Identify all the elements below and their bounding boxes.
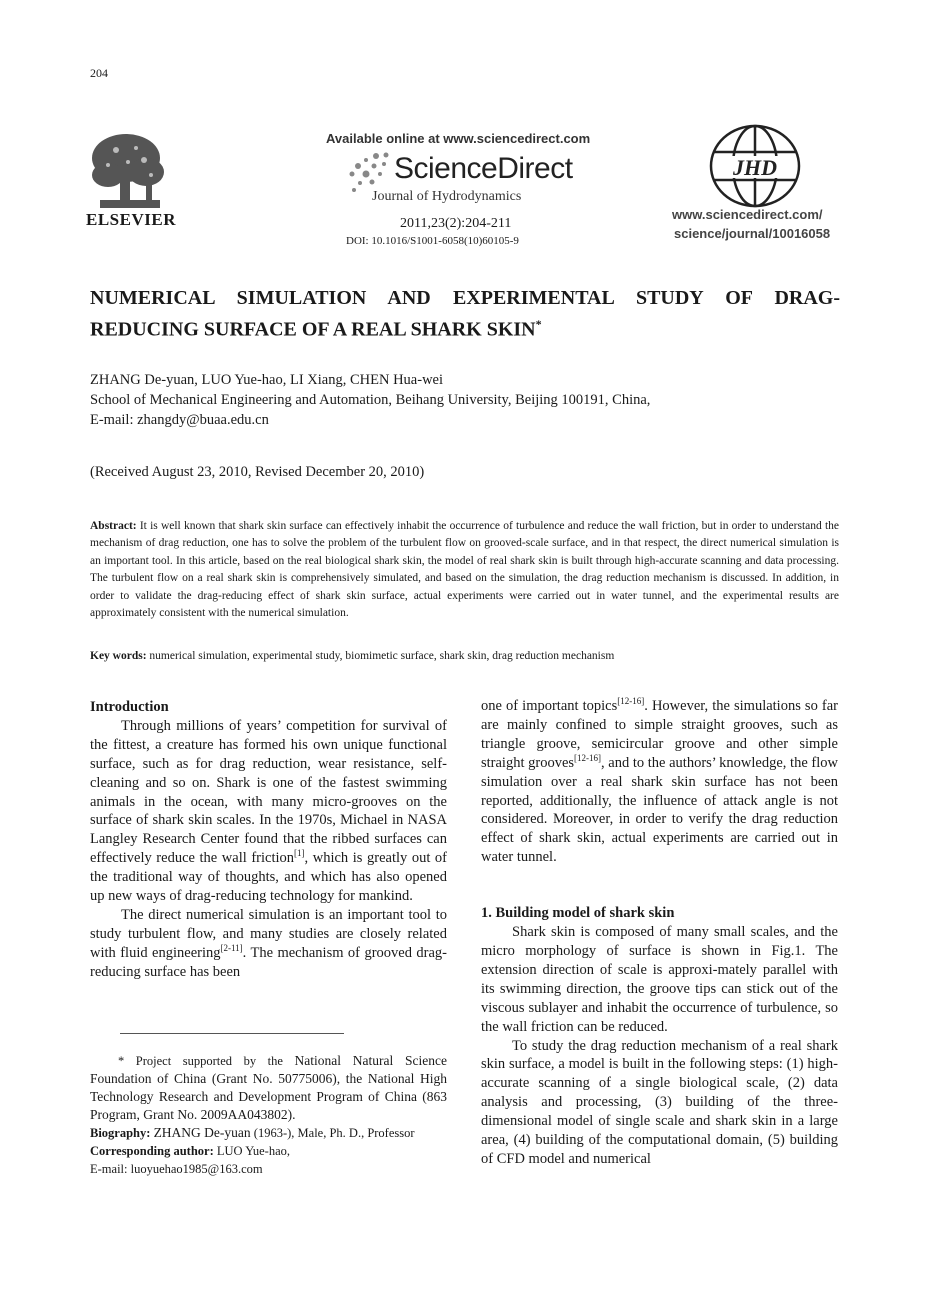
intro-p2-text-b: . The mechanism of grooved drag-reducing surface has been [90,944,447,980]
biography-details: (1963-), Male, Ph. D., Professor [253,1126,415,1140]
footnote-block [90,1052,447,1178]
section1-paragraph-2: To study the drag reduction mechanism of a real shark skin surface, a model is built in the following steps: (1) high-accurate scanning of a single biological scale, (2) data analysis and processing, (3) building of the three-dimensional model of single scale and shark skin in a large area, (4) building of the computational domain, (5) building of CFD model and numerical [481,1037,838,1167]
spacer [481,867,838,904]
citation-ref: [2-11] [220,942,243,953]
right-p1-text-a: one of important topics [481,698,618,714]
journal-name: Journal of Hydrodynamics [372,189,522,204]
corresponding-author-label: Corresponding author: [90,1144,214,1158]
intro-paragraph-1 [90,717,447,906]
sciencedirect-wordmark: ScienceDirect [394,152,573,185]
corresponding-author-name: LUO Yue-hao, [216,1144,291,1158]
citation: 2011,23(2):204-211 [400,216,512,231]
abstract-text: It is well known that shark skin surface can effectively inhabit the occurrence of turbulence and reduce the wall friction, but in order to understand the mechanism of drag reduction, one has to solve the problem of the turbulent flow on grooved-scale surface, and in that respect, the direct numerical simulation is an important tool. In this article, based on the real biological shark skin, the model of real shark skin is built through high-accurate scanning and data processing. The turbulent flow on a real shark skin is comprehensively simulated, and based on the simulation, the drag reduction mechanism is discussed. In addition, in order to validate the drag-reducing effect of shark skin surface, actual experiments were carried out in water tunnel, and the experimental results are approximately consistent with the numerical simulation. [90,520,839,620]
intro-p1-text-a: Through millions of years’ competition for survival of the fittest, a creature has formed his own unique functional surface, such as for drag reduction, wear resistance, self-cleaning and so on. Shark is one of the fastest swimming animals in the ocean, with many micro-grooves on the surface of shark skin scales. In the 1970s, Michael in NASA Langley Research Center found that the ribbed surfaces can effectively reduce the wall friction [90,717,447,867]
project-footnote-b: National Natural Science Foundation of China (Grant No. 50775006), the National High Technology Research and Development Program of China (863 Program, Grant No. 2009AA043802). [90,1053,447,1122]
right-p1-text-c: , and to the authors’ knowledge, the flow simulation over a real shark skin surface has not been reported, additionally, the influence of attack angle is not considered. Moreover, in order to verify the drag reduction effect of shark skin, actual experiments are carried out in water tunnel. [481,754,838,866]
doi: DOI: 10.1016/S1001-6058(10)60105-9 [346,235,519,247]
footnote-divider [120,1033,344,1034]
citation-ref: [12-16] [617,696,645,707]
right-column [481,697,838,1169]
jhd-url-line2: science/journal/10016058 [674,226,831,241]
project-footnote [90,1052,447,1124]
author-names: ZHANG De-yuan, LUO Yue-hao, LI Xiang, CHEN Hua-wei [90,372,444,388]
jhd-url-line1: www.sciencedirect.com/ [672,207,823,222]
corresponding-email: E-mail: luoyuehao1985@163.com [90,1162,263,1176]
title-footnote-mark: * [535,317,542,331]
abstract-label: Abstract: [90,520,137,532]
sciencedirect-dots-icon [346,150,396,194]
left-column [90,698,447,982]
page-number: 204 [90,66,108,80]
biography [90,1124,447,1142]
author-email: E-mail: zhangdy@buaa.edu.cn [90,412,269,428]
intro-paragraph-2 [90,906,447,982]
biography-name: ZHANG De-yuan [153,1125,251,1140]
paper-title [90,285,840,343]
keywords-label: Key words: [90,650,147,662]
section1-paragraph-1: Shark skin is composed of many small scales, and the micro morphology of surface is shown in Fig.1. The extension direction of scale is approxi-mately parallel with its swimming direction, the groove tips can stick out of the viscous sublayer and inhabit the occurrence of turbulence, so the wall friction can be reduced. [481,924,838,1035]
paper-title-text: NUMERICAL SIMULATION AND EXPERIMENTAL STUDY OF DRAG-REDUCING SURFACE OF A REAL SHARK SKIN [90,287,840,341]
elsevier-wordmark: ELSEVIER [86,210,176,229]
biography-label: Biography: [90,1126,151,1140]
citation-ref: [12-16] [574,752,602,763]
available-online-text: Available online at www.sciencedirect.com [326,131,591,146]
abstract [90,518,839,622]
section-heading-introduction: Introduction [90,699,169,715]
jhd-logo-text: JHD [733,155,777,180]
author-affiliation: School of Mechanical Engineering and Automation, Beihang University, Beijing 100191, China, [90,392,651,408]
project-footnote-a: * Project supported by the [118,1054,283,1068]
corresponding-author [90,1142,447,1160]
citation-ref: [1] [294,848,305,859]
intro-p2-text-a: The direct numerical simulation is an important tool to study turbulent flow, and many studies are closely related with fluid engineering [90,906,447,961]
section-heading-building-model: 1. Building model of shark skin [481,905,675,922]
received-dates: (Received August 23, 2010, Revised December 20, 2010) [90,464,425,480]
author-block [90,370,650,430]
right-p1-text-b: . However, the simulations so far are mainly confined to simple straight grooves, such as triangle groove, semicircular groove and other simple straight grooves [481,698,838,771]
intro-p1-text-b: , which is greatly out of the traditional way of thoughts, and which has also opened up new ways of drag-reducing technology for mankind. [90,850,448,905]
keywords-text: numerical simulation, experimental study, biomimetic surface, shark skin, drag reduction mechanism [149,650,615,662]
keywords [90,650,839,662]
right-paragraph-1 [481,697,838,867]
